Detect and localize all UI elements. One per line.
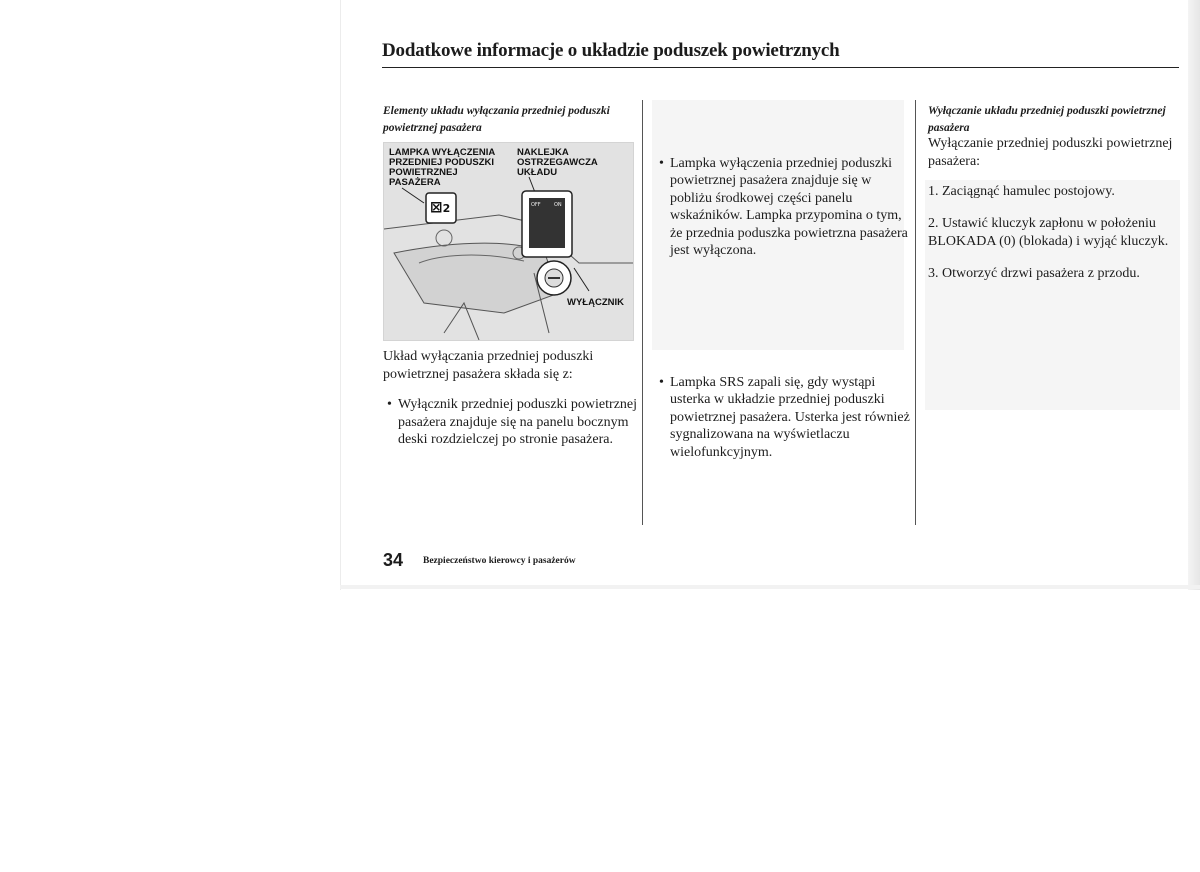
column-divider <box>642 100 643 525</box>
list-item <box>383 396 641 449</box>
section-footer: Bezpieczeństwo kierowcy i pasażerów <box>423 556 576 566</box>
step-item: 2. Ustawić kluczyk zapłonu w położeniu BLOKADA (0) (blokada) i wyjąć kluczyk. <box>928 216 1169 249</box>
right-intro: Wyłączanie przedniej poduszki powietrznej pasażera: <box>928 136 1173 169</box>
label-switch: WYŁĄCZNIK <box>567 297 624 308</box>
list-item-text: Lampka SRS zapali się, gdy wystąpi usterka w układzie przedniej poduszki powietrznej pasażera. Usterka jest również sygnalizowana na wyświetlaczu wielofunkcyjnym. <box>670 374 910 460</box>
page-bottom-edge <box>340 585 1200 589</box>
left-subheading: Elementy układu wyłączania przedniej poduszki powietrznej pasażera <box>383 105 610 134</box>
right-subheading: Wyłączanie układu przedniej poduszki powietrznej pasażera <box>928 105 1166 134</box>
page-edge <box>1188 0 1200 590</box>
blank-left-area <box>0 0 341 590</box>
list-item <box>655 374 915 462</box>
title-divider <box>382 67 1179 68</box>
step-item: 1. Zaciągnąć hamulec postojowy. <box>928 184 1115 199</box>
list-item-text: Wyłącznik przedniej poduszki powietrznej pasażera znajduje się na panelu bocznym deski rozdzielczej po stronie pasażera. <box>398 397 638 447</box>
bullet-icon: • <box>659 155 664 171</box>
airbag-off-icon: ⊠2 <box>430 198 451 216</box>
list-item <box>655 155 915 260</box>
column-divider <box>915 100 916 525</box>
bullet-icon: • <box>387 397 392 412</box>
sticker-off-text: OFF <box>531 202 541 208</box>
page-number: 34 <box>383 550 404 570</box>
label-sticker: NAKLEJKA OSTRZEGAWCZA UKŁADU <box>517 147 598 178</box>
left-intro: Układ wyłączania przedniej poduszki powietrznej pasażera składa się z: <box>383 349 594 382</box>
step-item: 3. Otworzyć drzwi pasażera z przodu. <box>928 266 1140 281</box>
label-lamp: LAMPKA WYŁĄCZENIA PRZEDNIEJ PODUSZKI POWIETRZNEJ PASAŻERA <box>389 147 495 188</box>
dashboard-illustration <box>383 142 634 341</box>
page-title: Dodatkowe informacje o układzie poduszek powietrznych <box>382 40 840 61</box>
list-item-text: Lampka wyłączenia przedniej poduszki powietrznej pasażera znajduje się w pobliżu środkowej części panelu wskaźników. Lampka przypomina o tym, że przednia poduszka powietrzna pasażera jest wyłączona. <box>670 155 908 258</box>
bullet-icon: • <box>659 374 664 390</box>
sticker-on-text: ON <box>554 202 562 208</box>
